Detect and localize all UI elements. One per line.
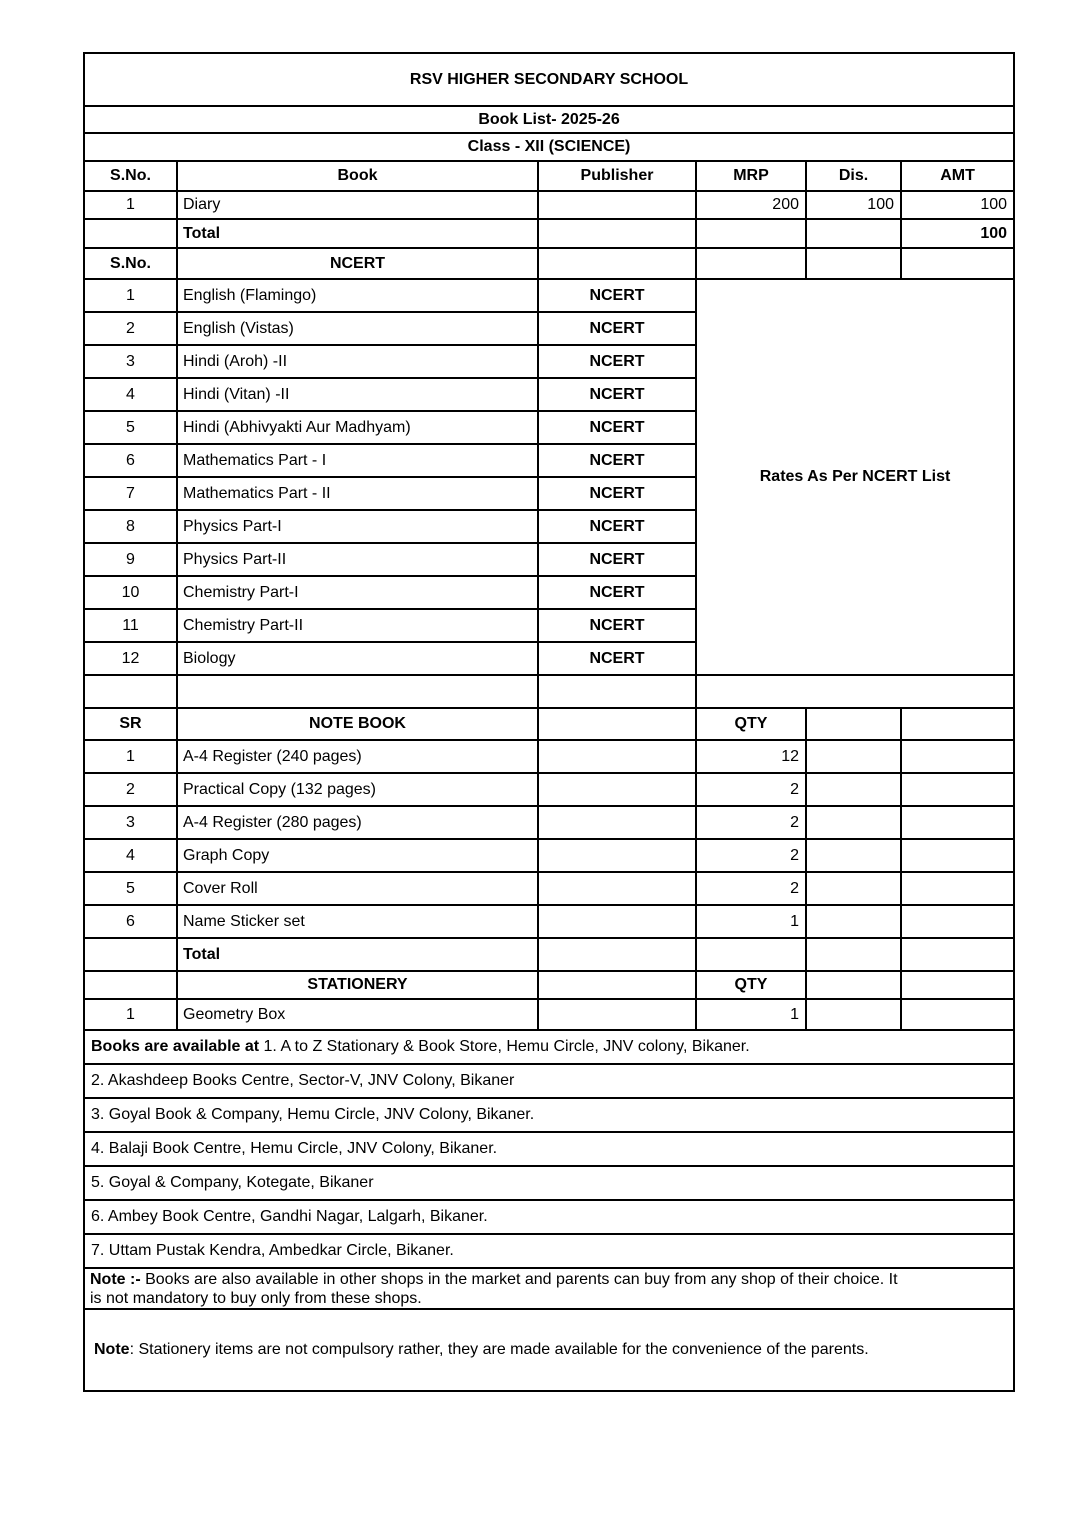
qty-cell: 2	[696, 872, 806, 905]
shop-4: 4. Balaji Book Centre, Hemu Circle, JNV Colony, Bikaner.	[84, 1132, 1014, 1166]
shop-row	[84, 1200, 1014, 1234]
col-mrp: MRP	[696, 161, 806, 191]
sno-cell: 8	[84, 510, 177, 543]
empty-cell	[538, 971, 696, 999]
choice-note-lead: Note :-	[90, 1271, 146, 1288]
sr-cell: 4	[84, 839, 177, 872]
ncert-row	[84, 279, 1014, 312]
publisher-cell: NCERT	[538, 411, 696, 444]
qty-cell: 12	[696, 740, 806, 773]
empty-cell	[84, 219, 177, 248]
empty-cell	[806, 708, 901, 740]
class-line: Class - XII (SCIENCE)	[84, 133, 1014, 161]
stationery-section-title: STATIONERY	[177, 971, 538, 999]
book-cell: Chemistry Part-II	[177, 609, 538, 642]
availability-row	[84, 1030, 1014, 1064]
item-cell: A-4 Register (240 pages)	[177, 740, 538, 773]
empty-cell	[538, 938, 696, 971]
notebook-total-label: Total	[177, 938, 538, 971]
sr-cell: 1	[84, 999, 177, 1030]
col-book: Book	[177, 161, 538, 191]
publisher-cell: NCERT	[538, 609, 696, 642]
publisher-cell: NCERT	[538, 576, 696, 609]
empty-cell	[806, 999, 901, 1030]
notebook-row	[84, 872, 1014, 905]
empty-cell	[806, 938, 901, 971]
stationery-note-row	[84, 1309, 1014, 1391]
empty-cell	[901, 938, 1014, 971]
book-cell: Physics Part-II	[177, 543, 538, 576]
school-title: RSV HIGHER SECONDARY SCHOOL	[84, 53, 1014, 106]
empty-cell	[806, 872, 901, 905]
empty-cell	[538, 839, 696, 872]
col-publisher: Publisher	[538, 161, 696, 191]
spacer-row	[84, 675, 1014, 708]
sno-cell: 7	[84, 477, 177, 510]
book-row	[84, 191, 1014, 219]
book-cell: Chemistry Part-I	[177, 576, 538, 609]
empty-cell	[901, 839, 1014, 872]
sno-cell: 12	[84, 642, 177, 675]
empty-cell	[901, 708, 1014, 740]
book-list-table	[83, 52, 1015, 1392]
notebook-row	[84, 839, 1014, 872]
column-header-row	[84, 161, 1014, 191]
sno-cell: 9	[84, 543, 177, 576]
empty-cell	[84, 938, 177, 971]
qty-cell: 2	[696, 806, 806, 839]
empty-cell	[538, 999, 696, 1030]
shop-6: 6. Ambey Book Centre, Gandhi Nagar, Lalgarh, Bikaner.	[84, 1200, 1014, 1234]
empty-cell	[538, 248, 696, 279]
qty-cell: 2	[696, 773, 806, 806]
notebook-sr-header: SR	[84, 708, 177, 740]
shop-5: 5. Goyal & Company, Kotegate, Bikaner	[84, 1166, 1014, 1200]
item-cell: Cover Roll	[177, 872, 538, 905]
notebook-header-row	[84, 708, 1014, 740]
empty-cell	[538, 708, 696, 740]
publisher-cell	[538, 191, 696, 219]
dis-cell: 100	[806, 191, 901, 219]
sr-cell: 3	[84, 806, 177, 839]
empty-cell	[696, 675, 1014, 708]
empty-cell	[696, 219, 806, 248]
empty-cell	[538, 905, 696, 938]
qty-cell: 1	[696, 905, 806, 938]
notebook-row	[84, 773, 1014, 806]
empty-cell	[696, 248, 806, 279]
empty-cell	[177, 675, 538, 708]
empty-cell	[901, 740, 1014, 773]
item-cell: Geometry Box	[177, 999, 538, 1030]
sno-cell: 1	[84, 191, 177, 219]
choice-note-line1: Books are also available in other shops in the market and parents can buy from any shop of their choice. It	[145, 1271, 898, 1288]
empty-cell	[806, 740, 901, 773]
empty-cell	[84, 675, 177, 708]
item-cell: Graph Copy	[177, 839, 538, 872]
stationery-row	[84, 999, 1014, 1030]
item-cell: Name Sticker set	[177, 905, 538, 938]
book-cell: Hindi (Aroh) -II	[177, 345, 538, 378]
stationery-note-text: : Stationery items are not compulsory rather, they are made available for the convenience of the parents.	[129, 1341, 869, 1358]
sno-cell: 2	[84, 312, 177, 345]
empty-cell	[901, 905, 1014, 938]
shop-7: 7. Uttam Pustak Kendra, Ambedkar Circle, Bikaner.	[84, 1234, 1014, 1268]
empty-cell	[806, 806, 901, 839]
publisher-cell: NCERT	[538, 510, 696, 543]
book-list-subtitle: Book List- 2025-26	[84, 106, 1014, 133]
shop-row	[84, 1234, 1014, 1268]
ncert-header-row	[84, 248, 1014, 279]
empty-cell	[538, 872, 696, 905]
empty-cell	[806, 839, 901, 872]
book-cell: Hindi (Vitan) -II	[177, 378, 538, 411]
publisher-cell: NCERT	[538, 444, 696, 477]
sno-cell: 5	[84, 411, 177, 444]
subtitle-row	[84, 106, 1014, 133]
empty-cell	[901, 773, 1014, 806]
mrp-cell: 200	[696, 191, 806, 219]
sno-cell: 3	[84, 345, 177, 378]
stationery-qty-header: QTY	[696, 971, 806, 999]
col-dis: Dis.	[806, 161, 901, 191]
empty-cell	[901, 248, 1014, 279]
book-cell: Diary	[177, 191, 538, 219]
shop-row	[84, 1166, 1014, 1200]
book-cell: Hindi (Abhivyakti Aur Madhyam)	[177, 411, 538, 444]
empty-cell	[538, 773, 696, 806]
shop-row	[84, 1064, 1014, 1098]
notebook-qty-header: QTY	[696, 708, 806, 740]
ncert-sno-header: S.No.	[84, 248, 177, 279]
qty-cell: 2	[696, 839, 806, 872]
notebook-row	[84, 806, 1014, 839]
empty-cell	[901, 872, 1014, 905]
item-cell: A-4 Register (280 pages)	[177, 806, 538, 839]
empty-cell	[901, 806, 1014, 839]
empty-cell	[806, 219, 901, 248]
availability-lead: Books are available at	[91, 1038, 264, 1055]
publisher-cell: NCERT	[538, 279, 696, 312]
notebook-row	[84, 905, 1014, 938]
empty-cell	[806, 773, 901, 806]
item-cell: Practical Copy (132 pages)	[177, 773, 538, 806]
publisher-cell: NCERT	[538, 543, 696, 576]
shop-1: 1. A to Z Stationary & Book Store, Hemu Circle, JNV colony, Bikaner.	[263, 1038, 750, 1055]
choice-note-line2: is not mandatory to buy only from these shops.	[90, 1290, 422, 1307]
sr-cell: 1	[84, 740, 177, 773]
book-cell: English (Flamingo)	[177, 279, 538, 312]
total-label: Total	[177, 219, 538, 248]
empty-cell	[84, 971, 177, 999]
total-amt: 100	[901, 219, 1014, 248]
book-cell: Mathematics Part - I	[177, 444, 538, 477]
stationery-header-row	[84, 971, 1014, 999]
total-row	[84, 219, 1014, 248]
sno-cell: 1	[84, 279, 177, 312]
book-cell: Physics Part-I	[177, 510, 538, 543]
sno-cell: 4	[84, 378, 177, 411]
notebook-total-row	[84, 938, 1014, 971]
empty-cell	[901, 999, 1014, 1030]
ncert-section-title: NCERT	[177, 248, 538, 279]
book-cell: Biology	[177, 642, 538, 675]
empty-cell	[806, 905, 901, 938]
empty-cell	[538, 740, 696, 773]
choice-note-row	[84, 1268, 1014, 1309]
publisher-cell: NCERT	[538, 312, 696, 345]
sr-cell: 5	[84, 872, 177, 905]
qty-cell: 1	[696, 999, 806, 1030]
empty-cell	[806, 248, 901, 279]
col-amt: AMT	[901, 161, 1014, 191]
empty-cell	[696, 938, 806, 971]
title-row	[84, 53, 1014, 106]
availability-line	[84, 1030, 1014, 1064]
sno-cell: 10	[84, 576, 177, 609]
empty-cell	[538, 675, 696, 708]
sr-cell: 2	[84, 773, 177, 806]
col-sno: S.No.	[84, 161, 177, 191]
sr-cell: 6	[84, 905, 177, 938]
book-cell: English (Vistas)	[177, 312, 538, 345]
stationery-note-lead: Note	[94, 1341, 130, 1358]
publisher-cell: NCERT	[538, 345, 696, 378]
class-row	[84, 133, 1014, 161]
sno-cell: 6	[84, 444, 177, 477]
amt-cell: 100	[901, 191, 1014, 219]
choice-note	[84, 1268, 1014, 1309]
book-cell: Mathematics Part - II	[177, 477, 538, 510]
empty-cell	[538, 806, 696, 839]
empty-cell	[901, 971, 1014, 999]
empty-cell	[806, 971, 901, 999]
notebook-row	[84, 740, 1014, 773]
sno-cell: 11	[84, 609, 177, 642]
rates-note: Rates As Per NCERT List	[696, 279, 1014, 675]
publisher-cell: NCERT	[538, 378, 696, 411]
notebook-section-title: NOTE BOOK	[177, 708, 538, 740]
shop-row	[84, 1132, 1014, 1166]
stationery-note	[84, 1309, 1014, 1391]
empty-cell	[538, 219, 696, 248]
shop-3: 3. Goyal Book & Company, Hemu Circle, JNV Colony, Bikaner.	[84, 1098, 1014, 1132]
shop-row	[84, 1098, 1014, 1132]
publisher-cell: NCERT	[538, 477, 696, 510]
shop-2: 2. Akashdeep Books Centre, Sector-V, JNV Colony, Bikaner	[84, 1064, 1014, 1098]
publisher-cell: NCERT	[538, 642, 696, 675]
